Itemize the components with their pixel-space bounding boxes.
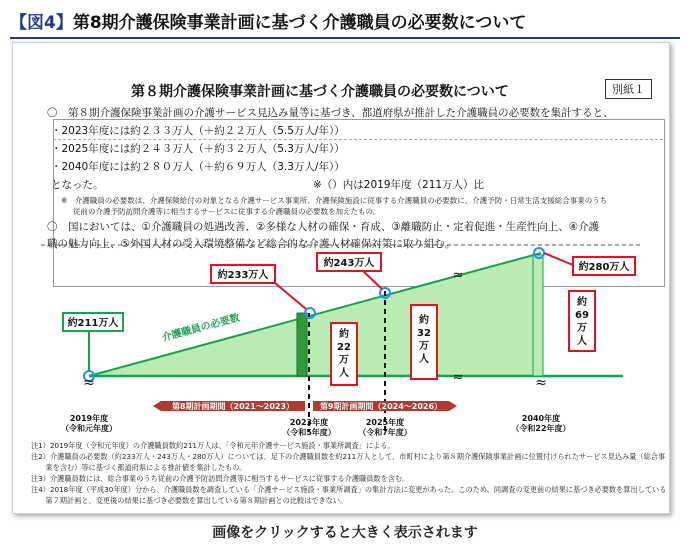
wareki-2025: （令和7年度）: [358, 428, 412, 437]
paragraph-2a: 〇 国においては、①介護職員の処遇改善、②多様な人材の確保・育成、③離職防止・定着促進・生産性向上、④介護: [47, 221, 600, 233]
wareki-2019: （令和元年度）: [61, 424, 117, 433]
p2025-leader: [363, 271, 382, 289]
note-4: 注4）2018年度（平成30年度）分から、介護職員数を調査している「介護サービス施設・事業所調査」の集計方法に変更があった。このため、同調査の変更前の結果に基づき必要数を算出している: [31, 485, 667, 494]
p2023-label: 約233万人: [217, 270, 269, 281]
paragraph-2b: 職の魅力向上、⑤外国人材の受入環境整備など総合的な介護人材確保対策に取り組む。: [47, 238, 456, 250]
period8-label: 第8期計画期間（2021～2023）: [171, 402, 295, 411]
note-3: 注3）介護職員数には、総合事業のうち従前の介護予防訪問介護等に相当するサービスに従事する介護職員数を含む。: [31, 474, 410, 483]
page-title-prefix: 【図4】: [10, 13, 73, 33]
tilde-2040: ≈: [535, 375, 547, 391]
tilde-2019: ≈: [83, 375, 95, 391]
p2040-label: 約280万人: [578, 262, 630, 273]
line-2025: ・2025年度には約２４３万人（＋約３２万人（5.3万人/年））: [51, 143, 345, 155]
year-2040: 2040年度: [521, 414, 561, 423]
p2023-leader: [275, 283, 306, 309]
fine-print-2: 従前の介護予防訪問介護等に相当するサービスに従事する介護職員の必要数を加えたもの。: [73, 207, 381, 216]
page-title: [10, 8, 680, 39]
enlarge-caption: 画像をクリックすると大きく表示されます: [212, 525, 478, 541]
base-label: 約211万人: [67, 318, 119, 329]
year-2023: 2023年度: [289, 418, 329, 427]
tonatta-text: となった。: [51, 179, 104, 191]
d2025-label: 約 32 万人: [417, 315, 431, 365]
p2025-label: 約243万人: [323, 258, 375, 269]
document-image[interactable]: [12, 42, 670, 514]
line-2040: ・2040年度には約２８０万人（＋約６９万人（3.3万人/年））: [51, 161, 345, 173]
page-title-text: 第8期介護保険事業計画に基づく介護職員の必要数について: [72, 13, 527, 33]
tilde-top-a: ≈: [452, 268, 464, 283]
bar-2023: [297, 313, 307, 376]
year-2019: 2019年度: [69, 414, 109, 423]
period9-label: 第9期計画期間（2024～2026）: [319, 402, 443, 411]
document-title: 第８期介護保険事業計画に基づく介護職員の必要数について: [131, 84, 509, 100]
bar-2040: [533, 255, 543, 376]
d2040-label: 約 69 万人: [575, 297, 589, 347]
year-2025: 2025年度: [365, 418, 405, 427]
paren-note: ※（）内は2019年度（211万人）比: [313, 179, 485, 191]
line-label: 介護職員の必要数: [160, 312, 242, 344]
attachment-label: 別紙１: [605, 79, 652, 99]
tilde-base: ≈: [452, 370, 464, 385]
p2040-leader: [544, 253, 573, 265]
note-2-cont: 業を含む）等に基づく都道府県による推計値を集計したもの。: [31, 463, 247, 472]
wareki-2023: （令和5年度）: [282, 428, 336, 437]
fine-print-1: ※ 介護職員の必要数は、介護保険給付の対象となる介護サービス事業所、介護保険施設に従事する介護職員の必要数に、介護予防・日常生活支援総合事業のうち: [61, 196, 608, 205]
note-1: 注1）2019年度（令和元年度）の介護職員数約211万人は、「令和元年介護サービス施設・事業所調査」による。: [31, 441, 395, 450]
note-4-cont: 第７期計画と、変更後の結果に基づき必要数を算出している第８期計画との比較はできない。: [31, 496, 348, 505]
d2023-label: 約 22 万人: [337, 329, 351, 379]
paragraph-1: 〇 第８期介護保険事業計画の介護サービス見込み量等に基づき、都道府県が推計した介護職員の必要数を集計すると、: [47, 107, 614, 119]
wareki-2040: （令和22年度）: [511, 424, 571, 433]
note-2: 注2）介護職員の必要数（約233万人・243万人・280万人）については、足下の介護職員数を約211万人として、市町村により第８期介護保険事業計画に位置付けられたサービス見込み量（総合事: [31, 452, 666, 461]
line-2023: ・2023年度には約２３３万人（＋約２２万人（5.5万人/年））: [51, 125, 345, 137]
